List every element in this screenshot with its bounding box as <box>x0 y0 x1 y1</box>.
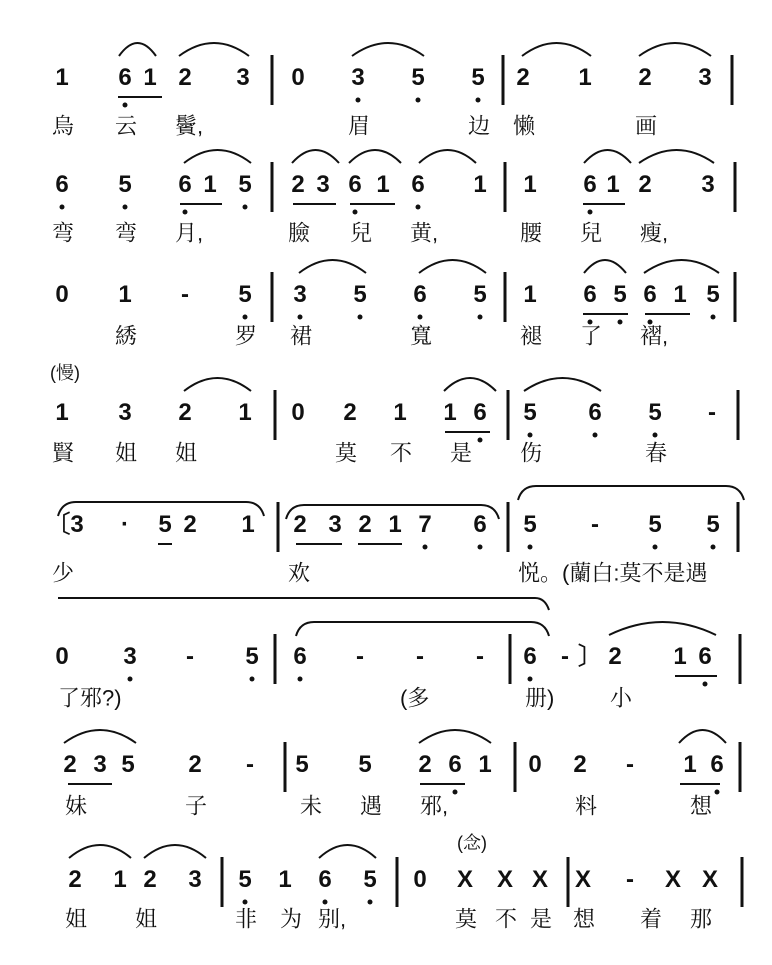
slur <box>639 43 711 56</box>
note: 6 <box>448 751 462 778</box>
slur <box>584 260 626 273</box>
barline <box>734 162 737 212</box>
barline <box>504 272 507 322</box>
barline <box>277 502 280 552</box>
note: - <box>246 751 254 778</box>
note: 1 <box>113 866 127 893</box>
note: 5 <box>523 399 537 426</box>
barline <box>271 272 274 322</box>
note: - <box>356 643 364 670</box>
low-octave-dot <box>711 545 716 550</box>
note: 6 <box>523 643 537 670</box>
note: 1 <box>523 281 537 308</box>
low-octave-dot <box>353 210 358 215</box>
note: X <box>496 866 514 893</box>
barline <box>502 55 505 105</box>
note: X <box>574 866 592 893</box>
slur <box>419 150 476 163</box>
note: 5 <box>648 511 662 538</box>
lyric-text: 着 <box>640 906 663 932</box>
note: X <box>701 866 719 893</box>
note: 6 <box>413 281 427 308</box>
low-octave-dot <box>618 320 623 325</box>
note: 0 <box>291 399 305 426</box>
low-octave-dot <box>478 438 483 443</box>
low-octave-dot <box>123 205 128 210</box>
note: - <box>476 643 484 670</box>
lyric-text: 是 <box>530 906 553 932</box>
note: 2 <box>178 64 192 91</box>
note: · <box>121 511 129 538</box>
barline <box>514 742 517 792</box>
lyric-text: 册) <box>525 685 555 711</box>
barline <box>271 162 274 212</box>
low-octave-dot <box>356 98 361 103</box>
slur <box>419 730 491 743</box>
lyric-text: 褶, <box>640 323 669 349</box>
phrase-line <box>58 598 549 610</box>
barline <box>507 390 510 440</box>
lyric-text: 莫 <box>455 906 478 932</box>
lyric-text: 子 <box>185 793 208 819</box>
lyric-text: 那 <box>690 906 713 932</box>
lyric-text: 春 <box>645 440 668 466</box>
note: 〔3 <box>46 511 84 538</box>
note: 6 <box>318 866 332 893</box>
note: 0 <box>528 751 542 778</box>
note: 2 <box>291 171 305 198</box>
note: 2 <box>516 64 530 91</box>
note: 5 <box>118 171 132 198</box>
low-octave-dot <box>423 545 428 550</box>
note: 5 <box>245 643 259 670</box>
slur <box>349 150 401 163</box>
lyric-text: 賢 <box>52 440 75 466</box>
note: 6 <box>348 171 362 198</box>
low-octave-dot <box>298 677 303 682</box>
low-octave-dot <box>476 98 481 103</box>
note: 1 <box>673 643 687 670</box>
slur <box>522 43 591 56</box>
note: 1 <box>55 399 69 426</box>
low-octave-dot <box>416 98 421 103</box>
note: X <box>531 866 549 893</box>
barline <box>739 634 742 684</box>
lyric-text: 懒 <box>513 113 536 139</box>
lyric-text: (多 <box>400 685 430 711</box>
beam-underline <box>680 783 720 785</box>
slur <box>644 260 719 273</box>
note: 1 <box>443 399 457 426</box>
slur <box>69 845 131 858</box>
low-octave-dot <box>703 682 708 687</box>
beam-underline <box>583 203 625 205</box>
note: - <box>416 643 424 670</box>
barline <box>507 502 510 552</box>
note: 5 <box>411 64 425 91</box>
barline <box>509 634 512 684</box>
low-octave-dot <box>243 205 248 210</box>
slur <box>184 378 251 391</box>
note: - <box>626 751 634 778</box>
beam-underline <box>675 675 717 677</box>
beam-underline <box>445 431 490 433</box>
low-octave-dot <box>478 315 483 320</box>
note: 5 <box>706 511 720 538</box>
lyric-text: 小 <box>610 685 633 711</box>
note: 6 <box>698 643 712 670</box>
note: 2 <box>68 866 82 893</box>
slur <box>524 378 601 391</box>
low-octave-dot <box>711 315 716 320</box>
slur <box>679 730 726 743</box>
note: 5 <box>358 751 372 778</box>
note: 1 <box>673 281 687 308</box>
note: 2 <box>188 751 202 778</box>
note: 3 <box>93 751 107 778</box>
beam-underline <box>296 543 342 545</box>
note: 2 <box>63 751 77 778</box>
note: 7 <box>418 511 432 538</box>
lyric-text: 瘦, <box>640 220 669 246</box>
lyric-text: 兒 <box>350 220 373 246</box>
note: 1 <box>523 171 537 198</box>
low-octave-dot <box>593 433 598 438</box>
beam-underline <box>583 313 628 315</box>
low-octave-dot <box>123 103 128 108</box>
lyric-text: 月, <box>175 220 204 246</box>
note: 3 <box>123 643 137 670</box>
note: 1 <box>376 171 390 198</box>
lyric-text: 褪 <box>520 323 543 349</box>
lyric-text: 臉 <box>288 220 311 246</box>
note: - <box>591 511 599 538</box>
low-octave-dot <box>528 545 533 550</box>
lyric-text: 兒 <box>580 220 603 246</box>
barline <box>734 272 737 322</box>
lyric-text: 裙 <box>290 323 313 349</box>
lyric-text: 边 <box>468 113 491 139</box>
lyric-text: 腰 <box>520 220 543 246</box>
low-octave-dot <box>416 205 421 210</box>
note: 6 <box>411 171 425 198</box>
slur <box>319 845 376 858</box>
lyric-text: 伤 <box>520 440 543 466</box>
note: 6 <box>55 171 69 198</box>
beam-underline <box>68 783 112 785</box>
note: 2 <box>418 751 432 778</box>
note: 6 <box>643 281 657 308</box>
note: 5 <box>238 171 252 198</box>
lyric-text: 是 <box>450 440 473 466</box>
lyric-text: 寬 <box>410 323 433 349</box>
note: 3 <box>293 281 307 308</box>
note: 1 <box>683 751 697 778</box>
note: 2 <box>358 511 372 538</box>
low-octave-dot <box>453 790 458 795</box>
note: 5 <box>238 866 252 893</box>
lyric-text: 眉 <box>348 113 371 139</box>
beam-underline <box>350 203 395 205</box>
note: 6 <box>178 171 192 198</box>
lyric-text: 姐 <box>115 440 138 466</box>
note: 1 <box>241 511 255 538</box>
beam-underline <box>180 203 222 205</box>
lyric-text: 綉 <box>115 323 138 349</box>
note: 3 <box>188 866 202 893</box>
slur <box>352 43 424 56</box>
note: 1 <box>118 281 132 308</box>
lyric-text: 欢 <box>288 560 311 586</box>
lyric-text: 未 <box>300 793 323 819</box>
beam-underline <box>158 543 172 545</box>
note: 5 <box>158 511 172 538</box>
lyric-text: 莫 <box>335 440 358 466</box>
note: 1 <box>393 399 407 426</box>
note: 1 <box>478 751 492 778</box>
note: 1 <box>143 64 157 91</box>
beam-underline <box>293 203 336 205</box>
lyric-text: 鬢, <box>175 113 204 139</box>
note: 6 <box>588 399 602 426</box>
note: 3 <box>351 64 365 91</box>
low-octave-dot <box>368 900 373 905</box>
note: 1 <box>278 866 292 893</box>
note: 5 <box>121 751 135 778</box>
phrase-bracket <box>518 486 744 500</box>
barline <box>737 502 740 552</box>
note: 1 <box>238 399 252 426</box>
lyric-text: 别, <box>318 906 347 932</box>
slur <box>64 730 136 743</box>
slur <box>444 378 496 391</box>
note: 2 <box>638 171 652 198</box>
note: 2 <box>183 511 197 538</box>
lyric-text: 为 <box>280 906 303 932</box>
note: 6 <box>473 511 487 538</box>
note: 0 <box>291 64 305 91</box>
note: 6 <box>118 64 132 91</box>
note: 3 <box>701 171 715 198</box>
note: 5 <box>706 281 720 308</box>
note: X <box>456 866 474 893</box>
low-octave-dot <box>653 545 658 550</box>
lyric-text: 弯 <box>115 220 138 246</box>
note: 2 <box>638 64 652 91</box>
low-octave-dot <box>183 210 188 215</box>
note: 2 <box>178 399 192 426</box>
note: 〕 <box>578 643 602 670</box>
lyric-text: 少 <box>52 560 75 586</box>
note: - <box>708 399 716 426</box>
note: - <box>626 866 634 893</box>
note: 5 <box>295 751 309 778</box>
note: - <box>181 281 189 308</box>
lyric-text: 非 <box>235 906 258 932</box>
lyric-text: 姐 <box>65 906 88 932</box>
lyric-text: 画 <box>635 113 658 139</box>
note: 1 <box>388 511 402 538</box>
note: 5 <box>363 866 377 893</box>
note: 3 <box>236 64 250 91</box>
slur <box>119 43 156 56</box>
note: 5 <box>238 281 252 308</box>
note: 5 <box>353 281 367 308</box>
note: 1 <box>578 64 592 91</box>
low-octave-dot <box>60 205 65 210</box>
low-octave-dot <box>478 545 483 550</box>
note: 6 <box>583 281 597 308</box>
lyric-text: 料 <box>575 793 598 819</box>
note: 1 <box>203 171 217 198</box>
lyric-text: 妹 <box>65 793 88 819</box>
beam-underline <box>358 543 402 545</box>
lyric-text: 想 <box>690 793 713 819</box>
barline <box>504 162 507 212</box>
low-octave-dot <box>588 210 593 215</box>
note: 6 <box>293 643 307 670</box>
beam-underline <box>645 313 690 315</box>
note: - <box>561 643 569 670</box>
barline <box>221 857 224 907</box>
note: 5 <box>473 281 487 308</box>
barline <box>741 857 744 907</box>
low-octave-dot <box>128 677 133 682</box>
slur <box>609 622 716 635</box>
barline <box>739 742 742 792</box>
note: 2 <box>608 643 622 670</box>
low-octave-dot <box>250 677 255 682</box>
note: X <box>664 866 682 893</box>
note: - <box>186 643 194 670</box>
note: 2 <box>573 751 587 778</box>
note: 3 <box>698 64 712 91</box>
barline <box>396 857 399 907</box>
tempo-marking: (念) <box>457 833 487 853</box>
barline <box>567 857 570 907</box>
note: 1 <box>606 171 620 198</box>
lyric-text: 想 <box>573 906 596 932</box>
note: 6 <box>710 751 724 778</box>
barline <box>737 390 740 440</box>
lyric-text: 云 <box>115 113 138 139</box>
lyric-text: 了邪?) <box>58 685 122 711</box>
slur <box>584 150 631 163</box>
lyric-text: 悦。(蘭白:莫不是遇 <box>518 560 708 586</box>
lyric-text: 姐 <box>135 906 158 932</box>
note: 2 <box>143 866 157 893</box>
note: 3 <box>328 511 342 538</box>
beam-underline <box>420 783 465 785</box>
note: 1 <box>473 171 487 198</box>
slur <box>144 845 206 858</box>
barline <box>284 742 287 792</box>
lyric-text: 姐 <box>175 440 198 466</box>
low-octave-dot <box>358 315 363 320</box>
lyric-text: 遇 <box>360 793 383 819</box>
note: 5 <box>613 281 627 308</box>
lyric-text: 了 <box>580 323 603 349</box>
slur <box>292 150 339 163</box>
tempo-marking: (慢) <box>50 363 80 383</box>
slur <box>299 260 366 273</box>
lyric-text: 黄, <box>410 220 439 246</box>
beam-underline <box>118 96 162 98</box>
low-octave-dot <box>715 790 720 795</box>
note: 0 <box>55 281 69 308</box>
note: 5 <box>523 511 537 538</box>
note: 5 <box>648 399 662 426</box>
lyric-text: 邪, <box>420 793 449 819</box>
note: 2 <box>293 511 307 538</box>
slur <box>179 43 249 56</box>
lyric-text: 烏 <box>52 113 75 139</box>
note: 1 <box>55 64 69 91</box>
barline <box>274 390 277 440</box>
lyric-text: 弯 <box>52 220 75 246</box>
note: 3 <box>316 171 330 198</box>
note: 2 <box>343 399 357 426</box>
note: 0 <box>413 866 427 893</box>
barline <box>271 55 274 105</box>
lyric-text: 罗 <box>235 323 258 349</box>
note: 5 <box>471 64 485 91</box>
note: 6 <box>583 171 597 198</box>
slur <box>184 150 251 163</box>
lyric-text: 不 <box>495 906 518 932</box>
note: 0 <box>55 643 69 670</box>
barline <box>731 55 734 105</box>
barline <box>274 634 277 684</box>
lyric-text: 不 <box>390 440 413 466</box>
slur <box>639 150 714 163</box>
note: 3 <box>118 399 132 426</box>
slur <box>419 260 486 273</box>
note: 6 <box>473 399 487 426</box>
